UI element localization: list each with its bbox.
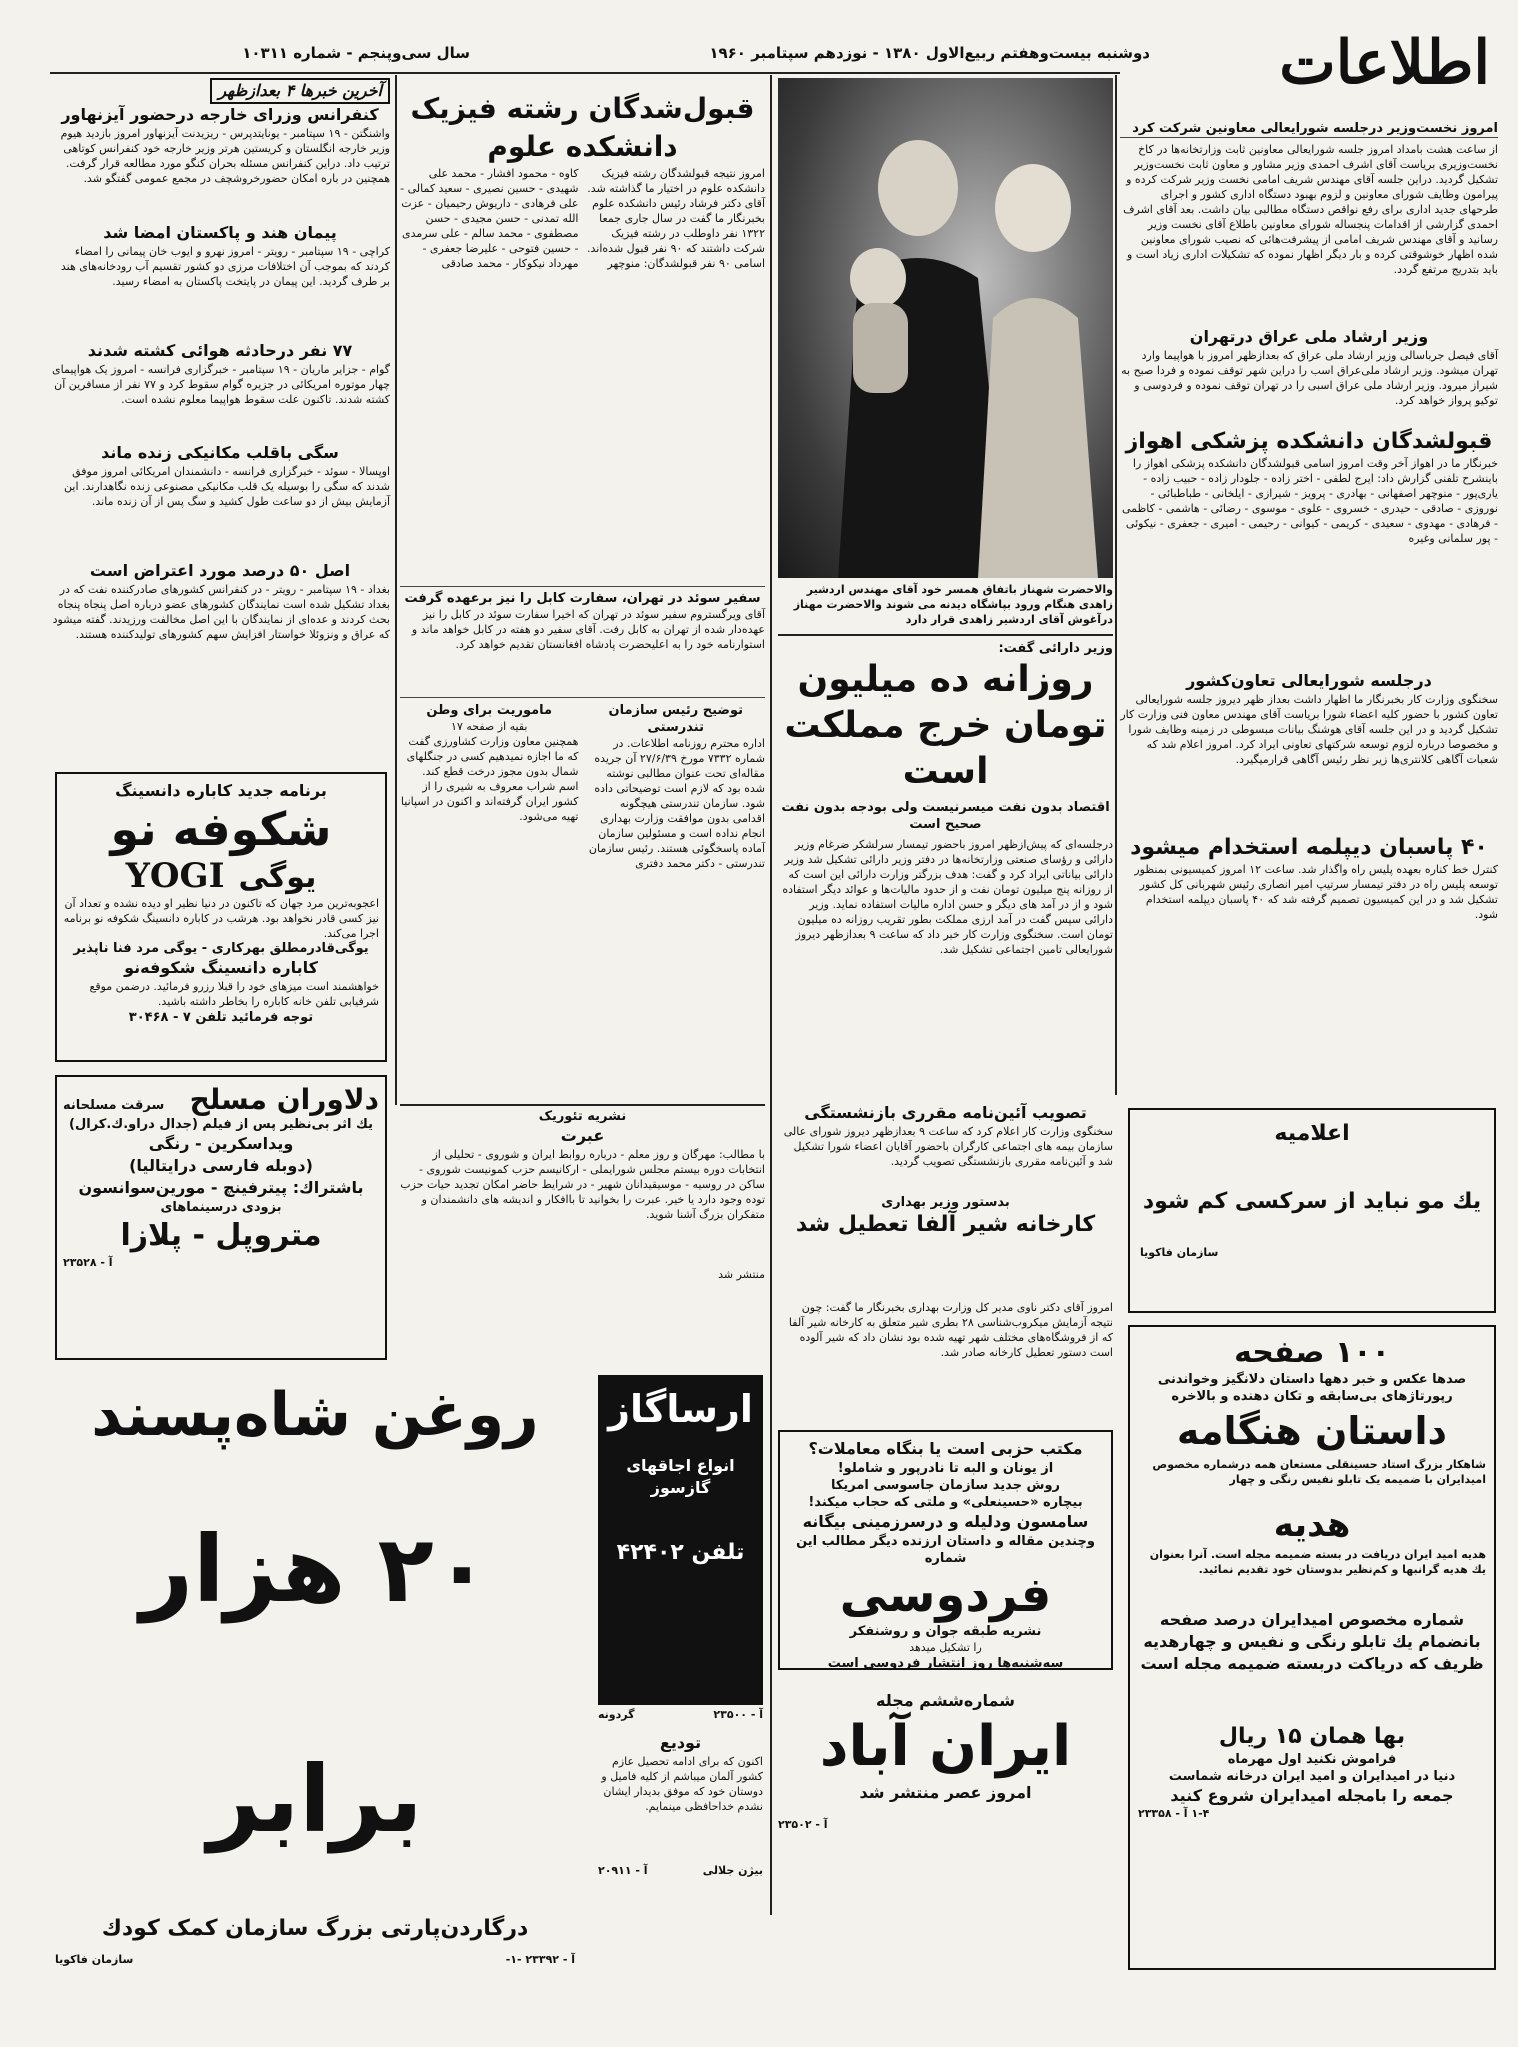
cabaret-ad [55,772,387,1062]
iranabad-code: آ - ۲۳۵۰۲ [778,1818,828,1831]
article-mechanical-heart: اوپسالا - سوئد - خبرگزاری فرانسه - دانشمندان امریکائی امروز موفق شدند که سگی را بوسیله یک قلب مکانیکی مصنوعی زنده نگاهدارند. این آزمایش بیش از دو ساعت طول کشید و سگ پس از آن زنده ماند. [64,465,390,508]
magazine-pages: ۱۰۰ صفحه [1234,1335,1390,1370]
farewell-body: اکنون که برای ادامه تحصیل عازم کشور آلمان میباشم از کلیه فامیل و دوستان خود که موفق بدیدار ایشان نشدم خداحافظی مینمایم. [601,1755,763,1813]
ebrat-title: عبرت [560,1126,605,1145]
gas-line1: انواع اجاقهای گازسوز [626,1456,735,1497]
milk-headline: کارخانه شیر آلفا تعطیل شد [795,1212,1096,1237]
pension-body: سخنگوی وزارت کار اعلام کرد که ساعت ۹ بعدازظهر دیروز شورای عالی سازمان بیمه های اجتماعی کارگران باحضور آقایان اعضاء شورا تشکیل شد و آئین‌نامه مقرری بازنشستگی تصویب گردید. [783,1125,1113,1168]
health-body: اداره محترم روزنامه اطلاعات. در شماره ۷۳۳۲ مورخ ۲۷/۶/۳۹ آن جریده مقاله‌ای تحت عنوان مطالبی نوشته شده بود که لازم است توضیحاتی داده شود. سازمان تندرستی هیچگونه اقدامی بدون موافقت وزارت بهداری انجام نداده است و مسئولین سازمان آماده پاسخگوئی هستند. رئیس سازمان تندرستی - دکتر محمد دفتری [588,737,765,870]
article-cabinet: از ساعت هشت بامداد امروز جلسه شورایعالی معاونین ثابت وزارتخانه‌ها در کاخ نخست‌وزیری بریاست آقای اشرف احمدی وزیر مشاور و معاون ثابت نخست‌وزیر تشکیل گردید. دراین جلسه آقای مهندس شریف امامی نخست وزیر شرکت کرده و پیرامون وظایف شورای معاونین و لزوم بهبود دستگاه اداری کشور و اجرای طرحهای جدید اداری برای رفع نواقص دستگاه مطالبی بیان داشت. بعد آقای اشرف احمدی گزارشی از اقدامات پنجساله شورای معاونین باطلاع آقای نخست وزیر رسانید و آقای مهندس شریف امامی از پیشرفت‌هائی که نصیب شورای معاونین شده اظهار خوشوقتی کرده و بار دیگر اظهار نموده که تشکیلات اداری زیاد است و باید بتدریج مرتفع گردد. [1123,143,1498,276]
article-indo-pak: کراچی - ۱۹ سپتامبر - رویتر - امروز نهرو و ایوب خان پیمانی را امضاء کردند که بموجب آن اختلافات مرزی دو کشور تقسیم آب رودخانه‌های هند بر طرف گردید. این پیمان در پایتخت پاکستان به امضاء رسید. [60,245,390,288]
article-iraq-minister: آقای فیصل جرباسالی وزیر ارشاد ملی عراق که بعدازظهر امروز با هواپیما وارد تهران میشود. وزیر ارشاد ملی‌عراق اسب را دراین شهر توقف نموده و فردا صبح به شیراز میرود. وزیر ارشاد ملی عراق اسبی را در تهران توقف نموده و فردوسی و توکیو پرواز خواهد کرد. [1121,349,1498,407]
gas-title: ارساگاز [608,1387,753,1431]
announcement-title: اعلامیه [1274,1121,1350,1146]
magazine-line3: شاهکار بزرگ استاد حسینقلی مستعان همه درشماره مخصوص امیدایران با ضمیمه یک تابلو نفیس رنگی و چهار [1152,1458,1486,1486]
film-line1: یك اثر بی‌نظیر پس از فیلم (جدال دراو.ك.كرال) [69,1117,373,1132]
yogi-fa: یوگی [238,860,317,895]
cabaret-body2: خواهشمند است میزهای خود را قبلا رزرو فرمائید. درضمن موقع شرفیابی تلفن خانه کاباره را بخاطر داشته باشید. [89,980,379,1008]
ebrat-ad [400,1108,765,1368]
cabaret-headline2: کاباره دانسینگ شکوفه‌نو [124,958,318,977]
milk-body: امروز آقای دکتر ناوی مدیر کل وزارت بهداری بخبرنگار ما گفت: چون نتیجه آزمایش میکروب‌شناسی ۲۸ بطری شیر متعلق به کارخانه شیر آلفا که از فروشگاه‌های مختلف شهر تهیه شده بود نشان داد که شیر آلوده است دستور تعطیل کارخانه صادر شد. [788,1301,1113,1359]
magazine-line6: فراموش نکنید اول مهرماه [1227,1752,1397,1767]
ferdowsi-title: مکتب حزبی است یا بنگاه معاملات؟ [808,1439,1083,1458]
sweden-headline: سفیر سوئد در تهران، سفارت کابل را نیز برعهده گرفت [400,586,765,607]
oil-code: آ - ۲۳۳۹۲ -۱- [505,1953,575,1966]
headline-fifty-percent: اصل ۵۰ درصد مورد اعتراض است [89,561,351,580]
film-subtitle: سرقت مسلحانه [63,1098,165,1113]
headline-eisenhower: کنفرانس وزرای خارجه درحضور آیزنهاور [61,105,379,124]
cabaret-phone: توجه فرمائید تلفن ۷ - ۳۰۴۶۸ [128,1010,314,1025]
ferdowsi-line3: بیچاره «حسینعلی» و ملتی که حجاب میکند! [808,1495,1083,1510]
iranabad-title: شماره‌ششم مجله [876,1691,1015,1710]
headline-air-crash: ۷۷ نفر درحادثه هوائی کشته شدند [87,341,353,360]
oil-sign: سازمان فاکویا [55,1953,134,1966]
announcement-ad [1128,1108,1496,1313]
gas-sign: گردونه [598,1708,635,1721]
magazine-line2: رپورتاژهای بی‌سابقه و تکان دهنده و بالاخره [1171,1389,1453,1404]
ferdowsi-line4: سامسون ودلیله و درسرزمینی بیگانه [802,1512,1089,1531]
homeland-article [400,702,579,1008]
oil-ad [55,1375,575,1966]
film-ad [55,1075,387,1360]
headline-iraq-minister: وزیر ارشاد ملی عراق درتهران [1189,327,1429,346]
magazine-gift: هدیه [1273,1505,1351,1545]
magazine-line4: هدیه امید ایران دریافت در بسته ضمیمه مجله است. آنرا بعنوان یك هدیه گرانبها و کم‌نظیر بدوستان خود تقدیم نمائید. [1149,1548,1486,1576]
ferdowsi-logo: فردوسی [839,1567,1052,1623]
lower-fizik [400,697,765,1008]
ferdowsi-line6: نشریه طبقه جوان و روشنفکر [849,1624,1042,1639]
article-ahvaz-medicine: خبرنگار ما در اهواز آخر وقت امروز اسامی قبولشدگان دانشکده پزشکی اهواز را باینشرح تلفنی گزارش داد: ایرج لطفی - اختر زاده - جلودار زاده - حبیب زاده - یاری‌پور - منوچهر اصفهانی - بهادری - پرویز - شیرازی - ایلخانی - طباطبائی - نوروزی - صادقی - حیدری - خسروی - علوی - موسوی - رضائی - هاشمی - کاظمی - فرهادی - مهدوی - سعیدی - کریمی - کیوانی - رحیمی - امیری - جعفری - نیکوئی - پور سلمانی وغیره [1121,457,1498,545]
fizik-column [400,90,765,1100]
cabaret-name: شکوفه نو [110,802,332,856]
headline-indo-pak: پیمان هند و پاکستان امضا شد [103,223,337,242]
film-code: آ - ۲۳۵۲۸ [63,1256,113,1269]
ferdowsi-line8: سه‌شنبه‌ها روز انتشار فردوسی است [827,1656,1064,1671]
iranabad-ad [778,1690,1113,1910]
masthead-rule [50,72,1120,74]
ebrat-kicker: نشریه تئوریک [538,1109,627,1124]
announcement-body: یك مو نباید از سرکسی کم شود [1142,1189,1482,1214]
ebrat-body: با مطالب: مهرگان و روز معلم - درباره روابط ایران و شوروی - تحلیلی از انتخابات دوره بیستم مجلس شورایملی - ارکانیسم حزب کمونیست شوروی - ساکن در روسیه - موسیقیدانان شهیر - در شرایط حاضر امکان تجدید حیات حزب توده وجود دارد یا خیر. عبرت را بخوانید تا باافکار و اندیشه های دانشمندان و متفکران بزرگ آشنا شوید. [400,1148,765,1221]
finance-headline: روزانه ده میلیون تومان خرج مملکت است [784,659,1107,792]
film-title-row [63,1083,379,1116]
gas-code: آ - ۲۳۵۰۰ [713,1708,763,1721]
homeland-headline: ماموریت برای وطن [426,703,553,718]
ferdowsi-line1: از یونان و البه تا نادرپور و شاملو! [837,1461,1054,1476]
pension-article [778,1102,1113,1302]
article-eisenhower: واشنگتن - ۱۹ سپتامبر - یونایتدپرس - ریزیدنت آیزنهاور امروز بازدید هیوم وزیر خارجه انگلستان و کریستین هرتر وزیر خارجه خود کنفرانس کوتاهی ترتیب داد. دراین کنفرانس مسئله بحران کنگو مورد مطالعه قرار گرفت. همچنین در باره امکان حضورخروشچف در مجمع عمومی گفتگو شد. [60,127,390,185]
ferdowsi-ad [778,1430,1113,1670]
headline-cooperative: درجلسه شورایعالی تعاون‌کشور [1186,671,1432,690]
iranabad-name: ایران آباد [819,1714,1072,1779]
fizik-body: امروز نتیجه قبولشدگان رشته فیزیک دانشکده علوم در اختیار ما گذاشته شد. آقای دکتر فرشاد رئیس دانشکده علوم بخبرنگار ما گفت در سال جاری جمعا ۱۳۲۲ نفر داوطلب در رشته فیزیک شرکت داشتند که ۹۰ نفر قبول شده‌اند. اسامی ۹۰ نفر قبولشدگان: منوچهر کاوه - محمود افشار - محمد علی شهیدی - حسین نصیری - سعید کمالی - علی فرهادی - داریوش رحیمیان - عزت الله تمدنی - حسن مجیدی - حسن مصطفوی - محمد سالم - علی سرمدی - حسین فتوحی - علیرضا جعفری - مهرداد نیکوکار - محمد صادقی [400,167,765,270]
sweden-body: آقای ویرگستروم سفیر سوئد در تهران که اخیرا سفارت سوئد در کابل را نیز عهده‌دار شده از تهران به کابل رفت. آقای سفیر دو هفته در کابل خواهد ماند و استوارنامه خود را به اعلیحضرت پادشاه افغانستان تقدیم خواهد کرد. [411,608,765,651]
right-column [1120,120,1498,1100]
farewell-footer [598,1864,763,1877]
magazine-story: داستان هنگامه [1176,1409,1448,1453]
masthead-issue: سال سی‌وپنجم - شماره ۱۰۳۱۱ [242,44,470,62]
ferdowsi-line5: وچندین مقاله و داستان ارزنده دیگر مطالب این شماره [796,1534,1095,1566]
fizik-headline: قبول‌شدگان رشته فیزیک دانشکده علوم [410,92,755,163]
health-article [587,702,766,1008]
announcement-sign: سازمان فاکویا [1140,1246,1219,1259]
ferdowsi-line7: را تشکیل میدهد [909,1641,982,1654]
news-photo [778,78,1113,578]
article-police: کنترل خط کناره بعهده پلیس راه واگذار شد. ساعت ۱۲ امروز کمیسیونی بمنظور توسعه پلیس راه در دفتر تیمسار سرتیپ امیر انصاری رئیس شهربانی کل کشور تشکیل شد و در این کمیسیون تصمیم گرفته شد که ۴۰ پاسبان دیپلمه استخدام شود. [1134,863,1498,921]
column-divider [395,75,397,1105]
farewell-code: آ - ۲۰۹۱۱ [598,1864,648,1877]
magazine-code: ۱-۴ آ - ۲۳۳۵۸ [1138,1807,1210,1820]
pension-headline: تصویب آئین‌نامه مقرری بازنشستگی [804,1103,1087,1122]
section-rule [778,634,1113,636]
film-cinemas: متروپل - پلازا [120,1218,322,1253]
photo-caption: والاحضرت شهناز باتفاق همسر خود آقای مهندس اردشیر زاهدی هنگام ورود بپاشگاه دیدنه می شوند والاحضرت مهناز درآغوش آقای اردشیر زاهدی قرار دارد [793,583,1113,626]
oil-footer [55,1953,575,1966]
yogi-row [63,856,379,896]
yogi-en: YOGI [125,856,225,896]
milk-kicker: بدستور وزیر بهداری [881,1195,1010,1210]
section-rule [400,1104,765,1106]
cabaret-body: اعجوبه‌ترین مرد جهان که تاکنون در دنیا نظیر او دیده نشده و تعداد آن نیز کسی قادر نخواهد بود. هرشب در کاباره دانسینگ شکوفه نو برنامه اجرا می‌کند. [63,897,379,940]
ebrat-sign: منتشر شد [718,1268,765,1281]
homeland-body: همچنین معاون وزارت کشاورزی گفت که ما اجازه نمیدهیم کسی در جنگلهای شمال بدون مجوز درخت قطع کند. اسم شراب معروف به شیری را از کشور ایران گرفته‌اند و اکنون در اسپانیا تهیه می‌شود. [400,735,579,823]
gas-footer [598,1708,763,1728]
column-divider [770,75,772,1915]
iranabad-line: امروز عصر منتشر شد [859,1783,1032,1802]
headline-police: ۴۰ پاسبان دیپلمه استخدام میشود [1130,835,1488,860]
film-line2: ویداسکرین - رنگی [148,1134,294,1153]
oil-big: ۲۰ هزار برابر [140,1516,490,1853]
finance-article [778,640,1113,1100]
farewell-ad [598,1732,763,1922]
photo-figures [778,78,1113,578]
ferdowsi-line2: روش جدید سازمان جاسوسی امریکا [830,1478,1061,1493]
magazine-line7: دنیا در امیدایران و امید ایران درخانه شماست [1168,1769,1456,1784]
newspaper-logo: اطلاعات [1279,28,1490,98]
article-cooperative: سخنگوی وزارت کار بخبرنگار ما اظهار داشت بعداز ظهر دیروز جلسه شورایعالی تعاون کشور با حضور کلیه اعضاء شورا بریاست آقای مهندس معاون فنی وزارت کار تشکیل گردید و در این جلسه آقای هوشنگ بیانات مبسوطی در زمینه وظایف شورا و مخصوصا درباره لزوم توسعه شرکتهای تعاونی ایراد کرد. امروز اعلام شد که شعبات آگاهی کلانتری‌ها زیر نظر رئیس آگاهی قرارمیگیرد. [1120,693,1498,766]
headline-cabinet: امروز نخست‌وزیر درجلسه شورایعالی معاونین شرکت کرد [1120,120,1498,138]
health-headline: توضیح رئیس سازمان تندرستی [608,703,744,735]
film-line4: باشتراك: پیترفینچ - مورین‌سوانسون [78,1178,364,1197]
oil-title: روغن شاه‌پسند [91,1380,539,1450]
article-fifty-percent: بغداد - ۱۹ سپتامبر - رویتر - در کنفرانس کشورهای صادرکننده نفت که در بغداد تشکیل شده است نمایندگان کشورهای عضو درباره اصل پنجاه پنجاه بحث کردند و عده‌ای از نمایندگان با این اصل مخالفت ورزیدند. گفته میشود که عراق و ونزوئلا خواستار افزایش سهم کشورهای تولیدکننده هستند. [52,583,390,641]
finance-kicker: وزیر دارائی گفت: [998,641,1113,656]
gas-ad [598,1375,763,1705]
magazine-line8: جمعه را بامجله امیدایران شروع کنید [1170,1786,1454,1805]
magazine-price: بها همان ۱۵ ریال [1218,1724,1406,1749]
homeland-subhead: بقیه از صفحه ۱۷ [451,720,528,733]
headline-ahvaz-medicine: قبولشدگان دانشکده پزشکی اهواز [1125,429,1493,454]
magazine-line5: شماره مخصوص امیدایران درصد صفحه بانضمام یك تابلو رنگی و نفیس و چهارهدیه ظریف که دریاکت دربسته ضمیمه مجله است [1140,1610,1484,1673]
magazine-ad [1128,1325,1496,1970]
finance-body: درجلسه‌ای که پیش‌ازظهر امروز باحضور تیمسار سرلشکر ضرغام وزیر دارائی و رؤسای صنعتی وزارتخانه‌ها در دفتر وزیر دارائی تشکیل شد وزیر دارائی بیاناتی ایراد کرد و گفت: هدف بزرگتر وزارت دارائی این است که از روزانه پنج میلیون تومان نفت و از حدود مالیات‌ها و عوائد دیگر استفاده شود و از در آمد های دیگر و حسن اداره مالیات استفاده نماید. وزیر دارائی سپس گفت در آمد ارزی مملکت بطور تقریب روزانه ده میلیون تومان است. سخنگوی وزارت کار خبر داد که ساعت ۹ بعدازظهر دیروز شورایعالی تامین اجتماعی تشکیل شد. [782,838,1113,956]
film-line5: بزودی درسینماهای [160,1200,282,1215]
masthead-date: دوشنبه بیست‌وهفتم ربیع‌الاول ۱۳۸۰ - نوزدهم سپتامبر ۱۹۶۰ [709,44,1150,62]
cabaret-title: برنامه جدید کاباره دانسینگ [115,781,327,800]
headline-mechanical-heart: سگی باقلب مکانیکی زنده ماند [101,443,339,462]
latest-news-stamp: آخرین خبرها ۴ بعدازظهر [210,78,390,104]
column-divider [1115,75,1117,1095]
gas-phone: تلفن ۴۲۴۰۲ [616,1540,745,1565]
cabaret-line2: یوگی‌قادرمطلق بهرکاری - یوگی مرد فنا ناپذیر [73,941,369,956]
film-line3: (دوبله فارسی درایتالیا) [129,1156,313,1175]
article-air-crash: گوام - جزایر ماریان - ۱۹ سپتامبر - خبرگزاری فرانسه - امروز یک هواپیمای چهار موتوره امریکائی در جزیره گوام سقوط کرد و ۷۷ نفر از مسافرین آن کشته شدند. تاکنون علت سقوط هواپیما معلوم نشده است. [52,363,390,406]
magazine-line1: صدها عکس و خبر دهها داستان دلانگیز وخواندنی [1157,1372,1467,1387]
oil-line: درگاردن‌پارتی بزرگ سازمان کمک کودك [101,1916,529,1941]
film-title: دلاوران مسلح [189,1083,379,1116]
farewell-name: بیژن جلالی [702,1864,763,1877]
finance-subhead: اقتصاد بدون نفت میسرنیست ولی بودجه بدون نفت صحیح است [781,800,1110,832]
left-column [50,78,390,768]
farewell-title: تودیع [659,1733,702,1752]
